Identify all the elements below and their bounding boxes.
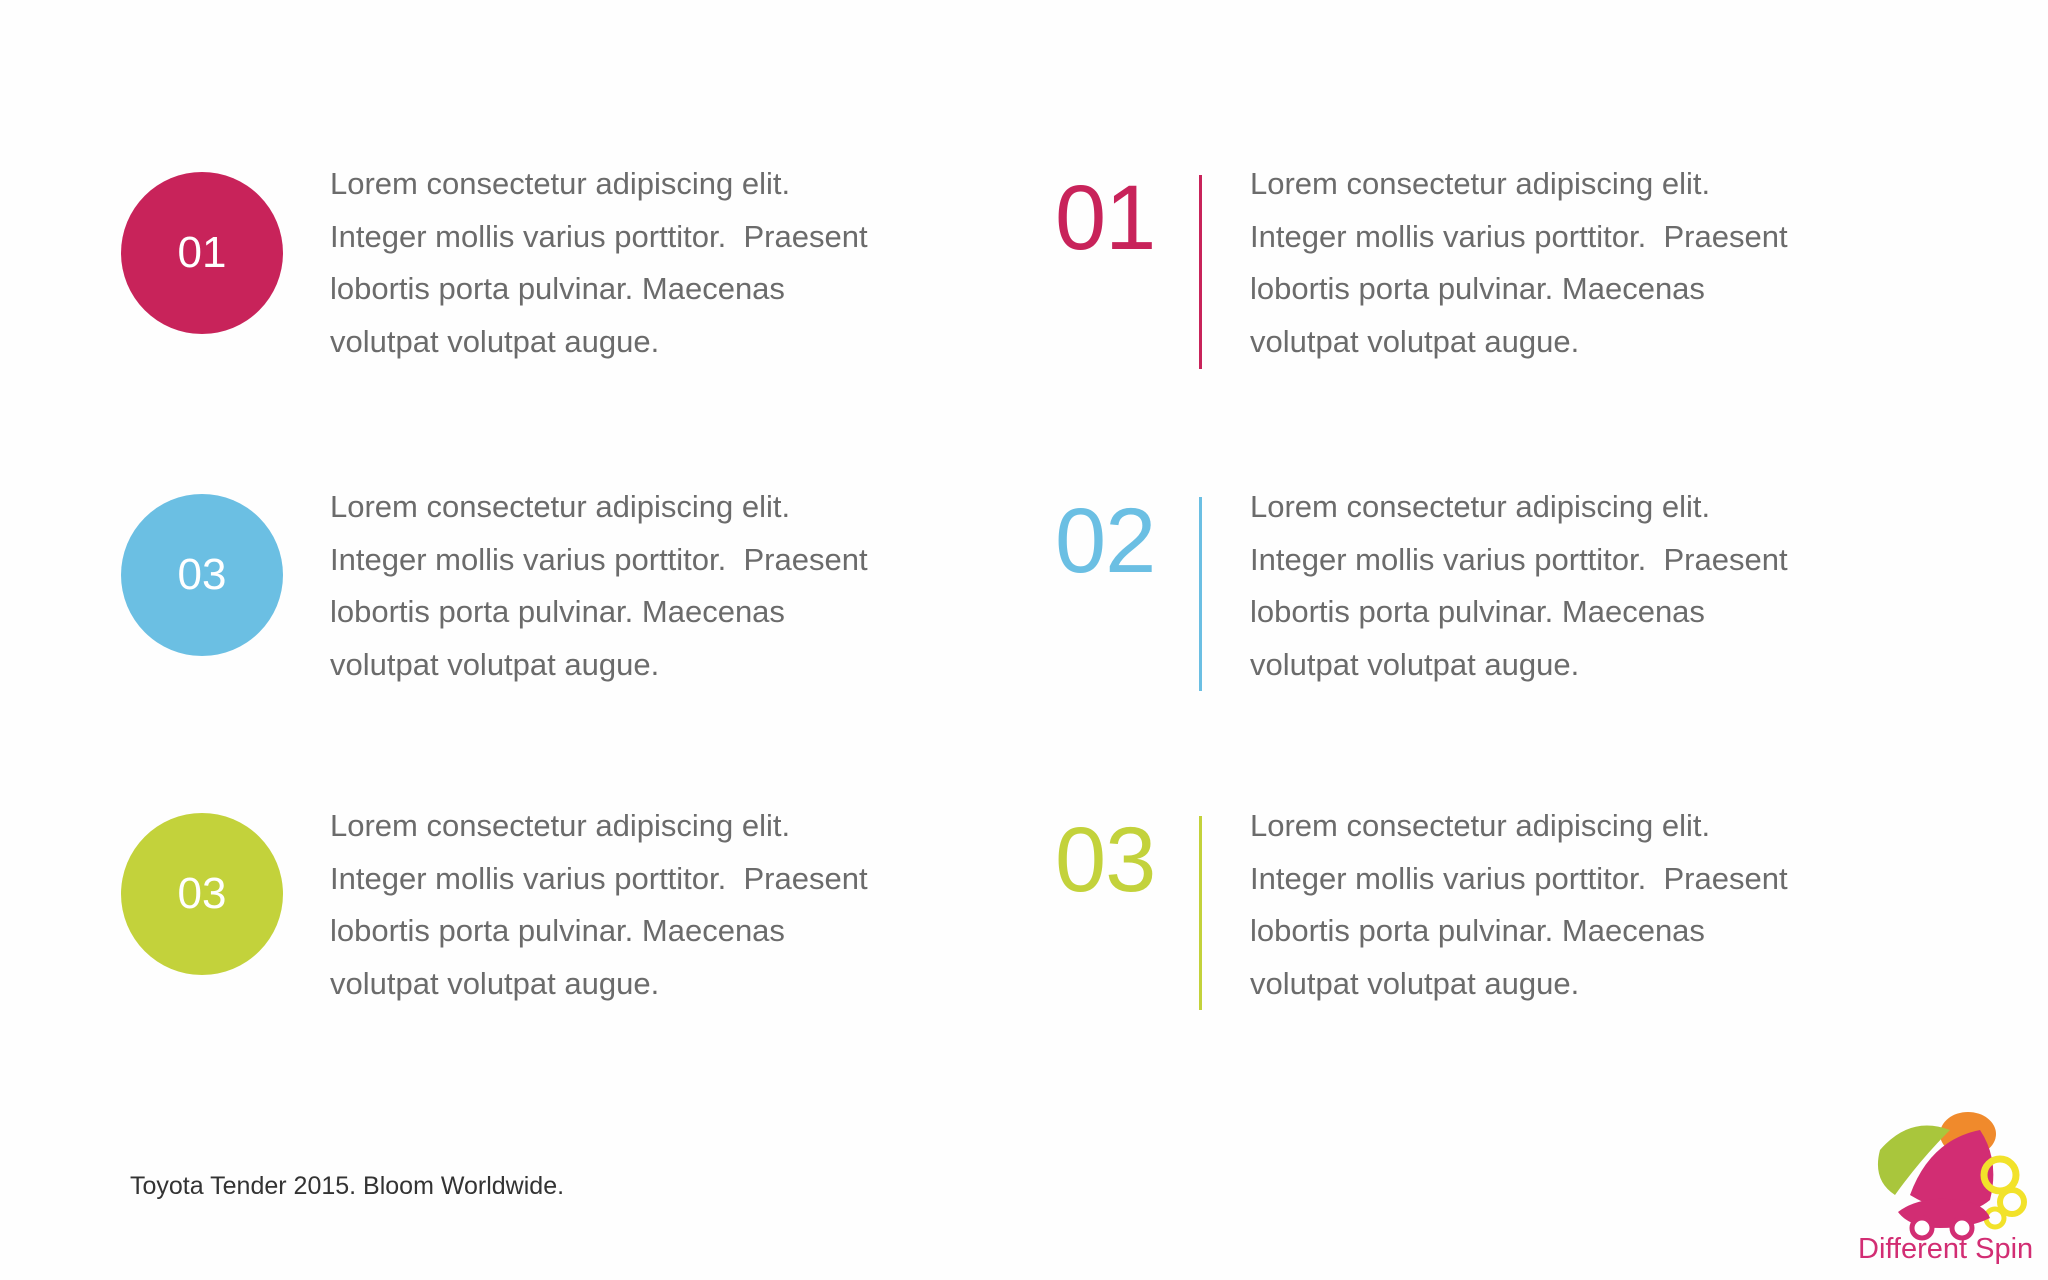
number-circle-1 [121, 172, 283, 334]
text-line: lobortis porta pulvinar. Maecenas [330, 913, 785, 948]
text-line: Integer mollis varius porttitor. Praesent [330, 860, 868, 896]
big-number-1: 01 [1055, 167, 1156, 269]
text-line: Lorem consectetur adipiscing elit. [1250, 166, 1711, 201]
number-circle-2 [121, 494, 283, 656]
text-line: Lorem consectetur adipiscing elit. [330, 808, 791, 843]
text-line: Lorem consectetur adipiscing elit. [330, 489, 791, 524]
text-line: volutpat volutpat augue. [1250, 323, 1580, 359]
text-line: volutpat volutpat augue. [330, 965, 660, 1001]
text-line: volutpat volutpat augue. [330, 646, 660, 682]
text-line: volutpat volutpat augue. [330, 323, 660, 359]
divider-line-2 [1199, 497, 1202, 691]
text-line: Lorem consectetur adipiscing elit. [1250, 489, 1711, 524]
text-line: volutpat volutpat augue. [1250, 965, 1580, 1001]
left-paragraph-1 [330, 158, 950, 368]
text-line: Lorem consectetur adipiscing elit. [330, 166, 791, 201]
left-paragraph-2 [330, 481, 950, 691]
text-line: lobortis porta pulvinar. Maecenas [1250, 271, 1705, 306]
logo-text: Different Spin [1858, 1233, 2034, 1265]
big-number-2: 02 [1055, 490, 1156, 592]
number-circle-3-label: 03 [177, 869, 227, 918]
text-line: Integer mollis varius porttitor. Praesent [330, 541, 868, 577]
divider-line-3 [1199, 816, 1202, 1010]
right-paragraph-1 [1250, 158, 1870, 368]
divider-line-1 [1199, 175, 1202, 369]
text-line: lobortis porta pulvinar. Maecenas [1250, 594, 1705, 629]
number-circle-1-label: 01 [177, 228, 227, 277]
text-line: Integer mollis varius porttitor. Praesent [1250, 218, 1788, 254]
text-line: Integer mollis varius porttitor. Praesent [1250, 541, 1788, 577]
text-line: Lorem consectetur adipiscing elit. [1250, 808, 1711, 843]
text-line: lobortis porta pulvinar. Maecenas [1250, 913, 1705, 948]
right-paragraph-2 [1250, 481, 1870, 691]
text-line: Integer mollis varius porttitor. Praesent [330, 218, 868, 254]
text-line: volutpat volutpat augue. [1250, 646, 1580, 682]
text-line: lobortis porta pulvinar. Maecenas [330, 594, 785, 629]
number-circle-2-label: 03 [177, 550, 227, 599]
right-paragraph-3 [1250, 800, 1870, 1010]
left-paragraph-3 [330, 800, 950, 1010]
footer-text: Toyota Tender 2015. Bloom Worldwide. [130, 1172, 565, 1200]
text-line: Integer mollis varius porttitor. Praesent [1250, 860, 1788, 896]
big-number-3: 03 [1055, 809, 1156, 911]
text-line: lobortis porta pulvinar. Maecenas [330, 271, 785, 306]
number-circle-3 [121, 813, 283, 975]
